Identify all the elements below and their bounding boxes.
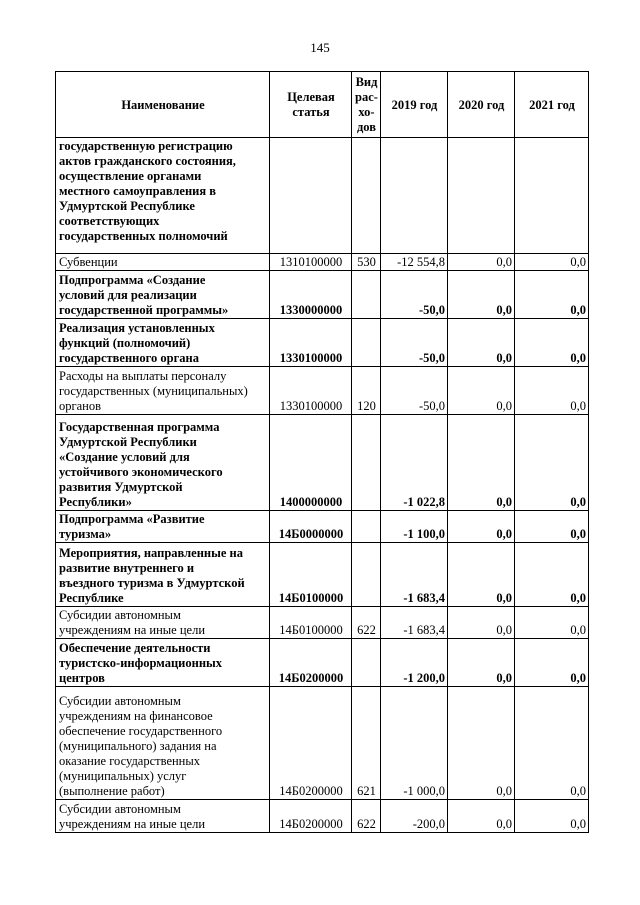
row-2020-cell: 0,0 — [448, 800, 515, 833]
row-target-article-cell: 1310100000 — [270, 254, 352, 271]
row-target-article-cell: 14Б0200000 — [270, 639, 352, 687]
row-2021-cell: 0,0 — [515, 543, 589, 607]
row-2020-cell: 0,0 — [448, 254, 515, 271]
row-2021-cell: 0,0 — [515, 639, 589, 687]
header-2019: 2019 год — [381, 72, 448, 138]
row-2019-cell: -1 200,0 — [381, 639, 448, 687]
header-expense-type: Вид рас- хо- дов — [352, 72, 381, 138]
row-expense-type-cell: 530 — [352, 254, 381, 271]
table-row — [56, 511, 589, 543]
row-name-cell: Подпрограмма «Развитие туризма» — [56, 511, 270, 543]
table-row — [56, 138, 589, 254]
row-name-cell: Подпрограмма «Создание условий для реализации государственной программы» — [56, 271, 270, 319]
row-expense-type-cell — [352, 511, 381, 543]
row-target-article-cell: 1400000000 — [270, 415, 352, 511]
row-2019-cell: -50,0 — [381, 271, 448, 319]
row-2021-cell: 0,0 — [515, 607, 589, 639]
row-2021-cell: 0,0 — [515, 800, 589, 833]
row-2021-cell: 0,0 — [515, 415, 589, 511]
row-2021-cell: 0,0 — [515, 511, 589, 543]
table-row — [56, 800, 589, 833]
row-2019-cell: -1 000,0 — [381, 687, 448, 800]
row-2020-cell: 0,0 — [448, 607, 515, 639]
row-target-article-cell: 14Б0100000 — [270, 607, 352, 639]
row-expense-type-cell — [352, 138, 381, 254]
row-name-cell: государственную регистрацию актов гражданского состояния, осуществление органами местного самоуправления в Удмуртской Республике соответствующих государственных полномочий — [56, 138, 270, 254]
row-2020-cell — [448, 138, 515, 254]
header-name: Наименование — [56, 72, 270, 138]
table-row — [56, 543, 589, 607]
row-name-cell: Мероприятия, направленные на развитие внутреннего и въездного туризма в Удмуртской Республике — [56, 543, 270, 607]
row-2019-cell: -200,0 — [381, 800, 448, 833]
row-expense-type-cell — [352, 319, 381, 367]
row-target-article-cell: 14Б0100000 — [270, 543, 352, 607]
row-name-cell: Субсидии автономным учреждениям на иные цели — [56, 800, 270, 833]
table-header-row — [56, 72, 589, 138]
row-2019-cell: -1 100,0 — [381, 511, 448, 543]
table-row — [56, 367, 589, 415]
table-row — [56, 415, 589, 511]
row-2021-cell: 0,0 — [515, 319, 589, 367]
row-expense-type-cell: 120 — [352, 367, 381, 415]
table-row — [56, 254, 589, 271]
row-2020-cell: 0,0 — [448, 639, 515, 687]
row-expense-type-cell — [352, 415, 381, 511]
row-2019-cell — [381, 138, 448, 254]
row-target-article-cell: 14Б0000000 — [270, 511, 352, 543]
row-2021-cell: 0,0 — [515, 271, 589, 319]
row-expense-type-cell: 621 — [352, 687, 381, 800]
row-target-article-cell: 1330100000 — [270, 367, 352, 415]
row-target-article-cell: 14Б0200000 — [270, 687, 352, 800]
header-2020: 2020 год — [448, 72, 515, 138]
row-expense-type-cell: 622 — [352, 607, 381, 639]
row-2019-cell: -1 683,4 — [381, 543, 448, 607]
table-row — [56, 271, 589, 319]
row-expense-type-cell — [352, 543, 381, 607]
row-name-cell: Реализация установленных функций (полномочий) государственного органа — [56, 319, 270, 367]
row-2019-cell: -50,0 — [381, 367, 448, 415]
row-2020-cell: 0,0 — [448, 511, 515, 543]
row-name-cell: Субвенции — [56, 254, 270, 271]
row-2021-cell: 0,0 — [515, 687, 589, 800]
row-2019-cell: -12 554,8 — [381, 254, 448, 271]
row-target-article-cell: 14Б0200000 — [270, 800, 352, 833]
row-2019-cell: -1 683,4 — [381, 607, 448, 639]
row-name-cell: Государственная программа Удмуртской Республики «Создание условий для устойчивого экономического развития Удмуртской Республики» — [56, 415, 270, 511]
row-2019-cell: -1 022,8 — [381, 415, 448, 511]
row-2020-cell: 0,0 — [448, 687, 515, 800]
row-target-article-cell: 1330100000 — [270, 319, 352, 367]
row-2020-cell: 0,0 — [448, 415, 515, 511]
row-2019-cell: -50,0 — [381, 319, 448, 367]
row-expense-type-cell — [352, 271, 381, 319]
row-name-cell: Расходы на выплаты персоналу государственных (муниципальных) органов — [56, 367, 270, 415]
budget-table — [55, 71, 589, 833]
table-row — [56, 687, 589, 800]
table-row — [56, 319, 589, 367]
page-number: 145 — [310, 40, 330, 55]
header-2021: 2021 год — [515, 72, 589, 138]
row-name-cell: Субсидии автономным учреждениям на финансовое обеспечение государственного (муниципального) задания на оказание государственных (муниципальных) услуг (выполнение работ) — [56, 687, 270, 800]
row-2020-cell: 0,0 — [448, 319, 515, 367]
row-2020-cell: 0,0 — [448, 367, 515, 415]
row-target-article-cell — [270, 138, 352, 254]
row-2021-cell: 0,0 — [515, 254, 589, 271]
table-row — [56, 639, 589, 687]
row-2021-cell: 0,0 — [515, 367, 589, 415]
row-2020-cell: 0,0 — [448, 543, 515, 607]
header-target-article: Целевая статья — [270, 72, 352, 138]
row-2021-cell — [515, 138, 589, 254]
table-row — [56, 607, 589, 639]
row-target-article-cell: 1330000000 — [270, 271, 352, 319]
row-expense-type-cell — [352, 639, 381, 687]
row-name-cell: Субсидии автономным учреждениям на иные цели — [56, 607, 270, 639]
row-name-cell: Обеспечение деятельности туристско-информационных центров — [56, 639, 270, 687]
row-expense-type-cell: 622 — [352, 800, 381, 833]
row-2020-cell: 0,0 — [448, 271, 515, 319]
